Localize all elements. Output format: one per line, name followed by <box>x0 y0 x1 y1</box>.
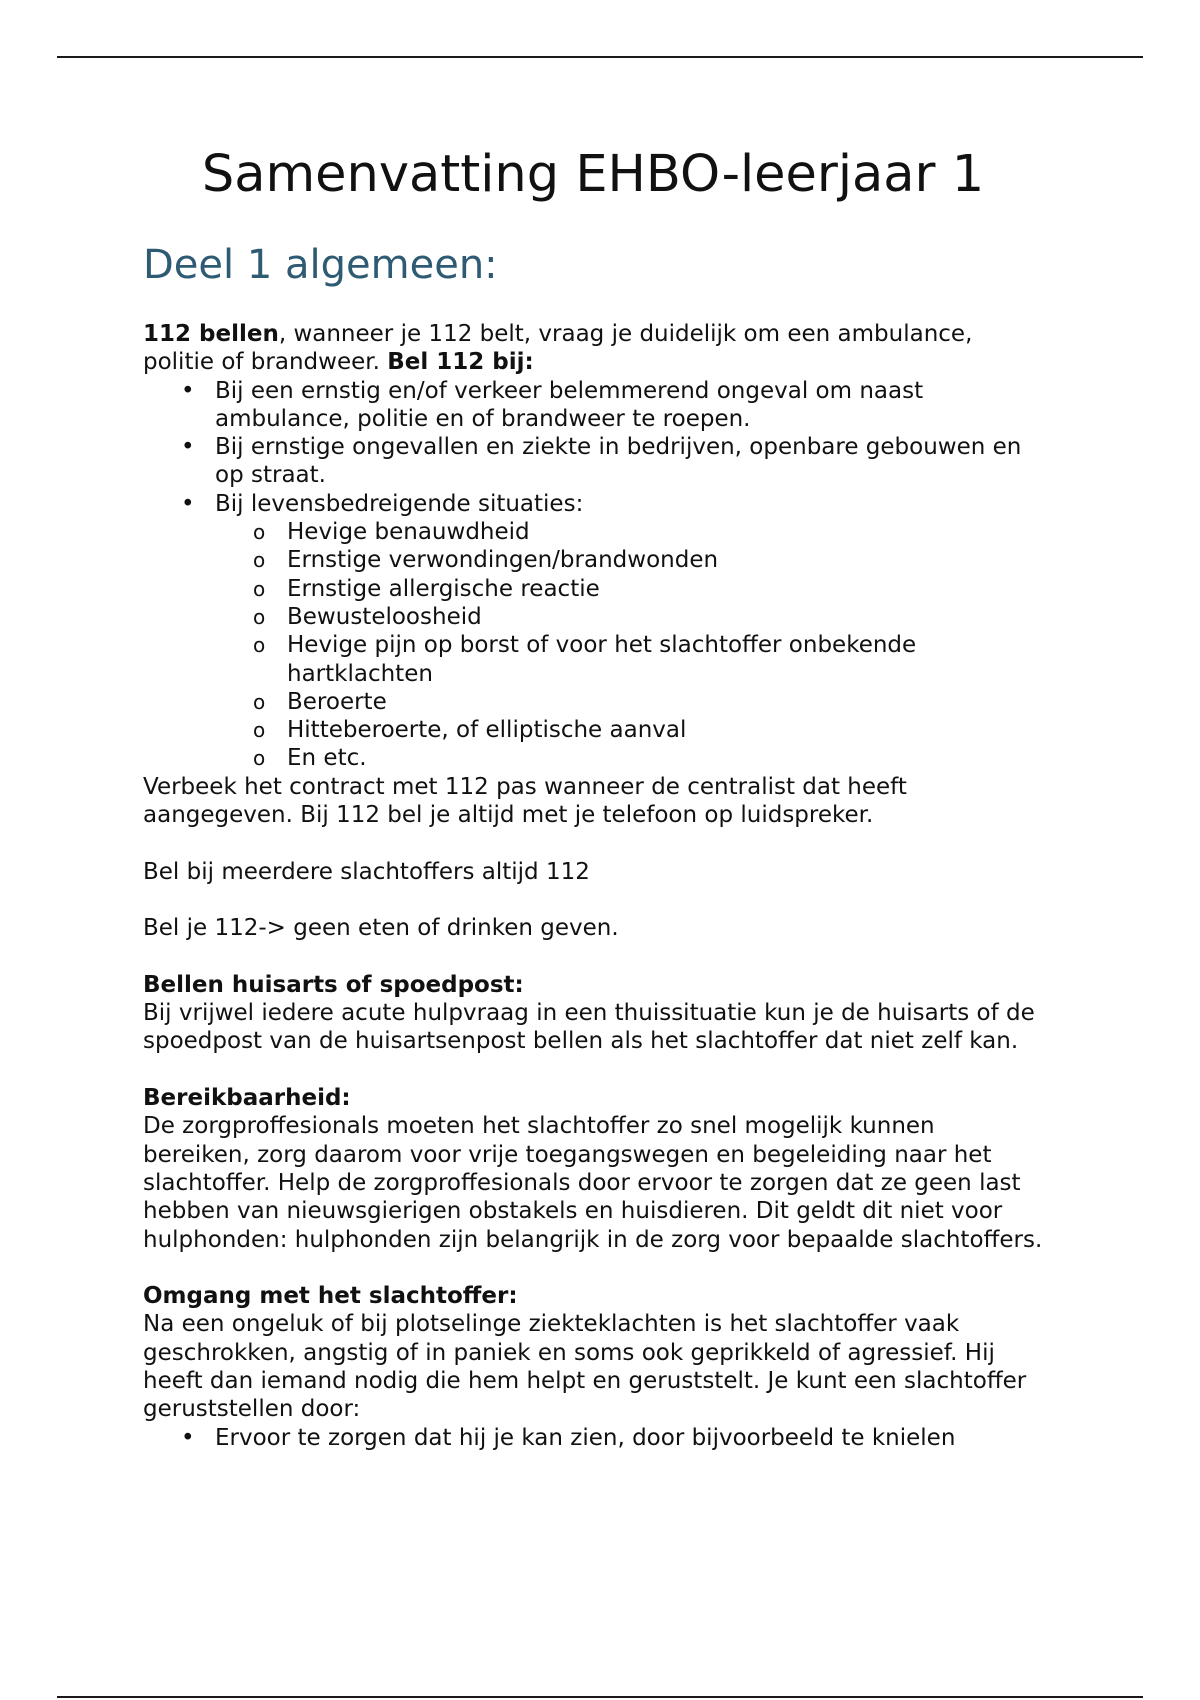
sub-list-item-label: Ernstige allergische reactie <box>287 575 600 602</box>
bullet-list-112 <box>143 377 1043 773</box>
document-body <box>143 320 1043 1452</box>
spacer <box>143 1254 1043 1282</box>
sub-list-item-label: Beroerte <box>287 688 387 715</box>
sub-marker: o <box>253 548 266 573</box>
paragraph-verbreek: Verbeek het contract met 112 pas wanneer de centralist dat heeft aangegeven. Bij 112 bel je altijd met je telefoon op luidspreker. <box>143 773 907 829</box>
sub-list-item <box>253 688 1043 716</box>
heading-bereikbaarheid-text: Bereikbaarheid: <box>143 1085 351 1112</box>
top-rule <box>57 56 1143 58</box>
sub-list-item <box>253 631 1043 688</box>
sub-list-item-label: Hevige pijn op borst of voor het slachtoffer onbekende hartklachten <box>287 632 917 687</box>
document-title: Samenvatting EHBO-leerjaar 1 <box>201 145 985 204</box>
text-112-bellen: , wanneer je 112 belt, vraag je duidelijk om een ambulance, politie of brandweer. <box>143 321 973 376</box>
sub-list-item <box>253 546 1043 574</box>
paragraph-meerdere: Bel bij meerdere slachtoffers altijd 112 <box>143 858 590 885</box>
bold-112-bellen: 112 bellen <box>143 321 279 347</box>
heading-huisarts-text: Bellen huisarts of spoedpost: <box>143 971 524 998</box>
list-item: • Bij een ernstig en/of verkeer belemmerend ongeval om naast ambulance, politie en of brandweer te roepen. <box>181 377 1043 434</box>
sub-list-item <box>253 716 1043 744</box>
spacer <box>143 886 1043 914</box>
sub-list-item-label: Ernstige verwondingen/brandwonden <box>287 547 719 574</box>
sub-list-item <box>253 518 1043 546</box>
sub-marker: o <box>253 689 266 714</box>
sub-list-item-label: En etc. <box>287 745 367 772</box>
sub-list-item-label: Hevige benauwdheid <box>287 519 530 546</box>
sub-list-situaties <box>215 518 1043 773</box>
bullet-list-omgang <box>143 1424 1043 1452</box>
paragraph-omgang: Na een ongeluk of bij plotselinge ziekteklachten is het slachtoffer vaak geschrokken, angstig of in paniek en soms ook geprikkeld of agressief. Hij heeft dan iemand nodig die hem helpt en geruststelt. Je kunt een slachtoffer geruststellen door: <box>143 1311 1027 1423</box>
paragraph-bereikbaarheid: De zorgproffesionals moeten het slachtoffer zo snel mogelijk kunnen bereiken, zorg daarom voor vrije toegangswegen en begeleiding naar het slachtoffer. Help de zorgproffesionals door ervoor te zorgen dat ze geen last hebben van nieuwsgierigen obstakels en huisdieren. Dit geldt dit niet voor hulphonden: hulphonden zijn belangrijk in de zorg voor bepaalde slachtoffers. <box>143 1113 1043 1253</box>
paragraph-geen-eten: Bel je 112-> geen eten of drinken geven. <box>143 915 619 942</box>
heading-huisarts <box>143 971 1043 999</box>
bottom-rule <box>57 1696 1143 1698</box>
sub-marker: o <box>253 746 266 771</box>
sub-marker: o <box>253 604 266 629</box>
sub-list-item <box>253 575 1043 603</box>
section-heading: Deel 1 algemeen: <box>143 242 498 288</box>
heading-omgang-text: Omgang met het slachtoffer: <box>143 1283 518 1310</box>
paragraph-112-bellen <box>143 320 1043 377</box>
bold-bel-112-bij: Bel 112 bij: <box>387 349 534 376</box>
list-item-label: Bij levensbedreigende situaties: <box>215 490 584 517</box>
sub-marker: o <box>253 718 266 743</box>
paragraph-huisarts: Bij vrijwel iedere acute hulpvraag in een thuissituatie kun je de huisarts of de spoedpost van de huisartsenpost bellen als het slachtoffer dat niet zelf kan. <box>143 1000 1035 1055</box>
list-item: • Ervoor te zorgen dat hij je kan zien, door bijvoorbeeld te knielen <box>181 1424 1043 1452</box>
document-page <box>143 130 1043 1452</box>
list-item: • Bij ernstige ongevallen en ziekte in bedrijven, openbare gebouwen en op straat. <box>181 433 1043 490</box>
spacer <box>143 829 1043 857</box>
spacer <box>143 943 1043 971</box>
list-item <box>181 490 1043 773</box>
sub-list-item-label: Bewusteloosheid <box>287 603 482 630</box>
sub-marker: o <box>253 576 266 601</box>
sub-marker: o <box>253 520 266 545</box>
sub-marker: o <box>253 633 266 658</box>
heading-bereikbaarheid <box>143 1084 1043 1112</box>
sub-list-item <box>253 603 1043 631</box>
heading-omgang <box>143 1282 1043 1310</box>
sub-list-item-label: Hitteberoerte, of elliptische aanval <box>287 717 687 744</box>
spacer <box>143 1056 1043 1084</box>
sub-list-item <box>253 744 1043 772</box>
